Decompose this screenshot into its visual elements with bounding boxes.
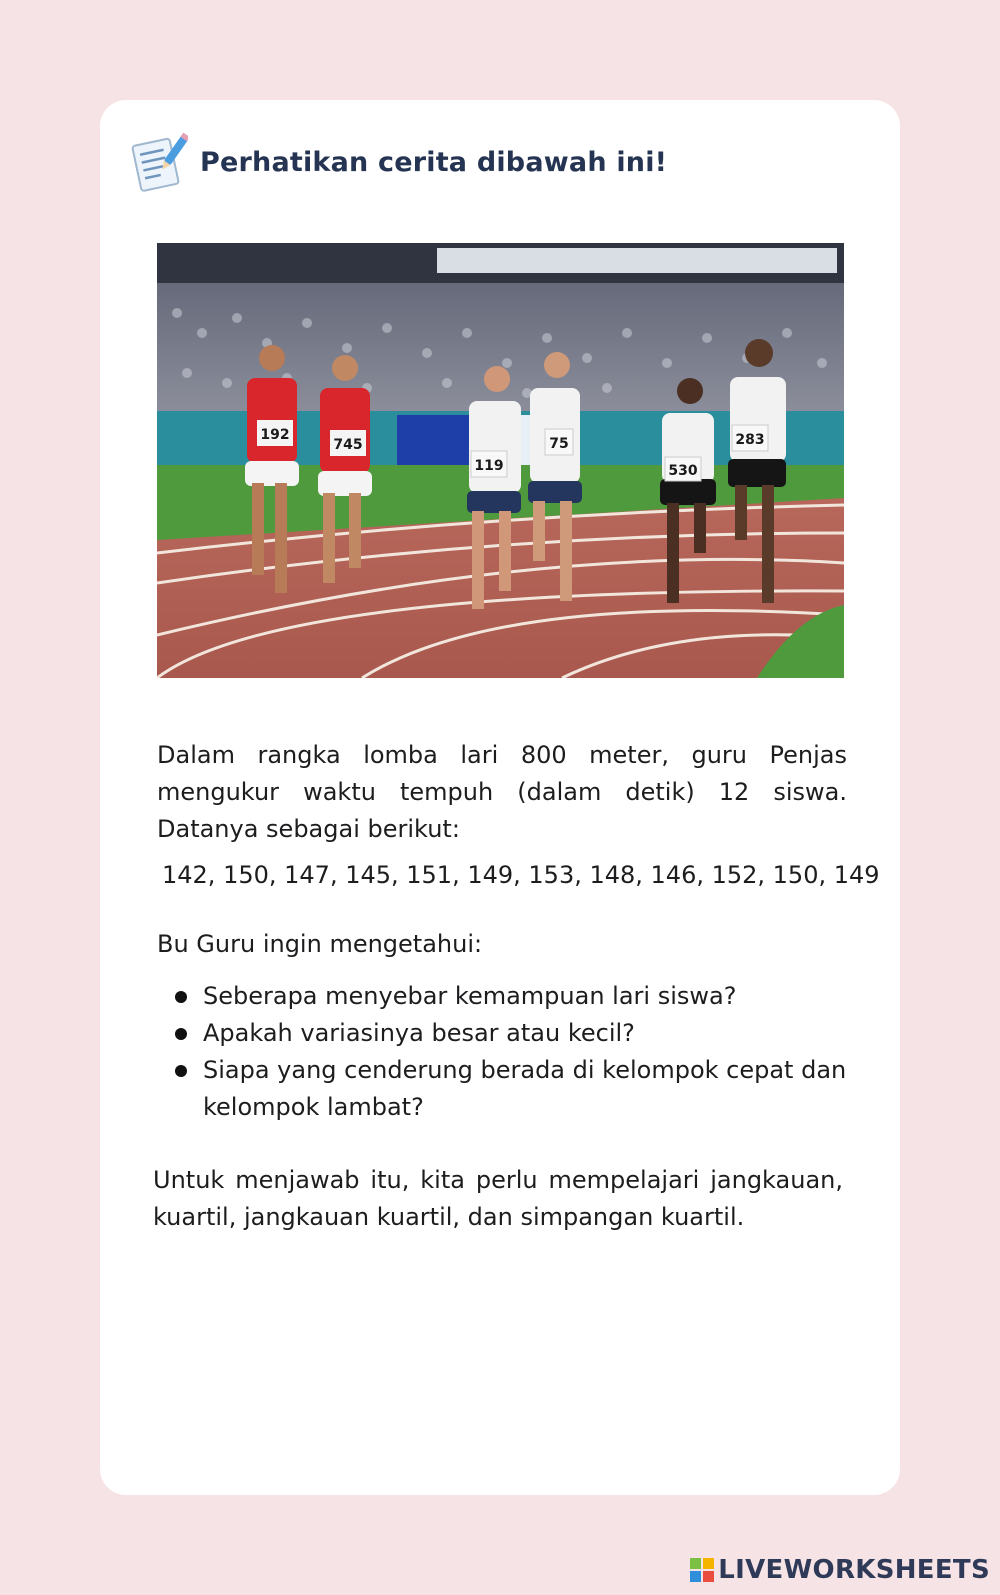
bib-number: 119 [474, 458, 504, 474]
data-values: 142, 150, 147, 145, 151, 149, 153, 148, 146, 152, 150, 149 [162, 861, 880, 889]
question-text: Seberapa menyebar kemampuan lari siswa? [203, 982, 737, 1010]
liveworksheets-brand[interactable] [690, 1555, 990, 1585]
list-item [157, 1052, 847, 1126]
page-title: Perhatikan cerita dibawah ini! [200, 146, 668, 178]
list-item [157, 1015, 847, 1052]
question-text: Apakah variasinya besar atau kecil? [203, 1019, 635, 1047]
worksheet-card [100, 100, 900, 1495]
runners-photo [157, 243, 844, 678]
story-intro: Dalam rangka lomba lari 800 meter, guru Penjas mengukur waktu tempuh (dalam detik) 12 siswa. Datanya sebagai berikut: [157, 741, 847, 843]
memo-icon [130, 131, 188, 193]
bib-number: 75 [549, 436, 569, 452]
bullet-icon [175, 1028, 187, 1040]
bib-number: 283 [735, 432, 765, 448]
bib-number: 530 [668, 463, 698, 479]
question-lead: Bu Guru ingin mengetahui: [157, 930, 483, 958]
brand-name: LIVEWORKSHEETS [718, 1555, 990, 1585]
question-list [157, 978, 847, 1126]
list-item [157, 978, 847, 1015]
bib-number: 192 [260, 427, 290, 443]
bullet-icon [175, 1065, 187, 1077]
bib-number: 745 [333, 437, 363, 453]
liveworksheets-logo [690, 1558, 714, 1582]
header [130, 130, 667, 194]
story-conclusion: Untuk menjawab itu, kita perlu mempelajari jangkauan, kuartil, jangkauan kuartil, dan simpangan kuartil. [153, 1166, 843, 1231]
bullet-icon [175, 991, 187, 1003]
question-text: Siapa yang cenderung berada di kelompok cepat dan kelompok lambat? [203, 1056, 847, 1121]
